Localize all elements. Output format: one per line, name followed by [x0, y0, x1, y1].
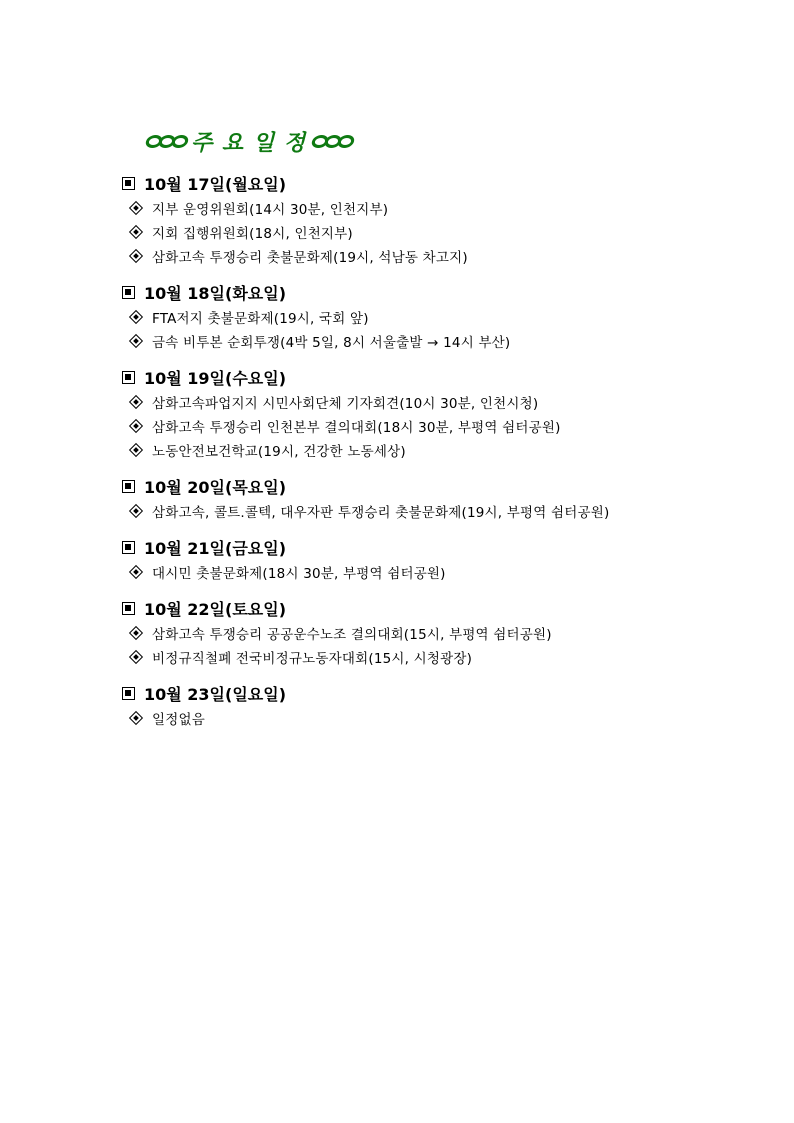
schedule-item-text: 삼화고속 투쟁승리 촛불문화제(19시, 석남동 차고지)	[152, 250, 468, 266]
day-heading	[121, 595, 761, 621]
day-section	[121, 534, 761, 584]
schedule-item-text: 대시민 촛불문화제(18시 30분, 부평역 쉼터공원)	[152, 566, 446, 582]
diamond-bullet-icon	[129, 565, 143, 579]
schedule-item	[121, 645, 761, 669]
square-box-icon	[122, 371, 135, 384]
diamond-bullet-icon	[129, 626, 143, 640]
square-box-icon	[122, 602, 135, 615]
day-section	[121, 364, 761, 462]
day-section	[121, 680, 761, 730]
schedule-item	[121, 499, 761, 523]
day-heading-text: 10월 17일(월요일)	[144, 174, 287, 194]
day-heading-text: 10월 21일(금요일)	[144, 538, 287, 558]
diamond-bullet-icon	[129, 650, 143, 664]
schedule-item	[121, 196, 761, 220]
schedule-item-text: 노동안전보건학교(19시, 건강한 노동세상)	[152, 444, 406, 460]
schedule-item-text: 삼화고속파업지지 시민사회단체 기자회견(10시 30분, 인천시청)	[152, 396, 539, 412]
schedule-item	[121, 305, 761, 329]
schedule-item	[121, 414, 761, 438]
title-prefix-decoration	[146, 135, 185, 148]
schedule-item	[121, 706, 761, 730]
day-heading-text: 10월 19일(수요일)	[144, 368, 287, 388]
day-heading	[121, 364, 761, 390]
schedule-item-text: 지부 운영위원회(14시 30분, 인천지부)	[152, 202, 389, 218]
square-box-icon	[122, 687, 135, 700]
square-box-icon	[122, 286, 135, 299]
schedule-item-text: 지회 집행위원회(18시, 인천지부)	[152, 226, 353, 242]
schedule-item	[121, 329, 761, 353]
title-suffix-decoration	[312, 135, 351, 148]
schedule-item	[121, 220, 761, 244]
diamond-bullet-icon	[129, 711, 143, 725]
day-heading-text: 10월 18일(화요일)	[144, 283, 287, 303]
schedule-item-text: FTA저지 촛불문화제(19시, 국회 앞)	[152, 311, 369, 327]
schedule-item-text: 삼화고속 투쟁승리 공공운수노조 결의대회(15시, 부평역 쉼터공원)	[152, 627, 552, 643]
schedule-item	[121, 438, 761, 462]
diamond-bullet-icon	[129, 225, 143, 239]
day-heading-text: 10월 23일(일요일)	[144, 684, 287, 704]
day-heading	[121, 534, 761, 560]
day-heading	[121, 680, 761, 706]
diamond-bullet-icon	[129, 201, 143, 215]
title-text: 주 요 일 정	[191, 130, 306, 156]
diamond-bullet-icon	[129, 310, 143, 324]
square-box-icon	[122, 177, 135, 190]
square-box-icon	[122, 541, 135, 554]
schedule-list	[121, 170, 761, 741]
day-section	[121, 595, 761, 669]
day-section	[121, 170, 761, 268]
schedule-item	[121, 390, 761, 414]
day-heading-text: 10월 20일(목요일)	[144, 477, 287, 497]
day-section	[121, 279, 761, 353]
schedule-title	[146, 124, 351, 158]
day-heading	[121, 473, 761, 499]
day-heading-text: 10월 22일(토요일)	[144, 599, 287, 619]
diamond-bullet-icon	[129, 395, 143, 409]
square-box-icon	[122, 480, 135, 493]
schedule-item-text: 비정규직철폐 전국비정규노동자대회(15시, 시청광장)	[152, 651, 473, 667]
schedule-item	[121, 621, 761, 645]
schedule-item	[121, 244, 761, 268]
diamond-bullet-icon	[129, 249, 143, 263]
day-heading	[121, 279, 761, 305]
diamond-bullet-icon	[129, 443, 143, 457]
schedule-item	[121, 560, 761, 584]
diamond-bullet-icon	[129, 334, 143, 348]
day-heading	[121, 170, 761, 196]
schedule-item-text: 삼화고속 투쟁승리 인천본부 결의대회(18시 30분, 부평역 쉼터공원)	[152, 420, 561, 436]
schedule-item-text: 금속 비투본 순회투쟁(4박 5일, 8시 서울출발 → 14시 부산)	[152, 335, 511, 351]
schedule-item-text: 삼화고속, 콜트.콜텍, 대우자판 투쟁승리 촛불문화제(19시, 부평역 쉼터공원)	[152, 505, 610, 521]
diamond-bullet-icon	[129, 504, 143, 518]
schedule-item-text: 일정없음	[152, 712, 205, 728]
diamond-bullet-icon	[129, 419, 143, 433]
day-section	[121, 473, 761, 523]
